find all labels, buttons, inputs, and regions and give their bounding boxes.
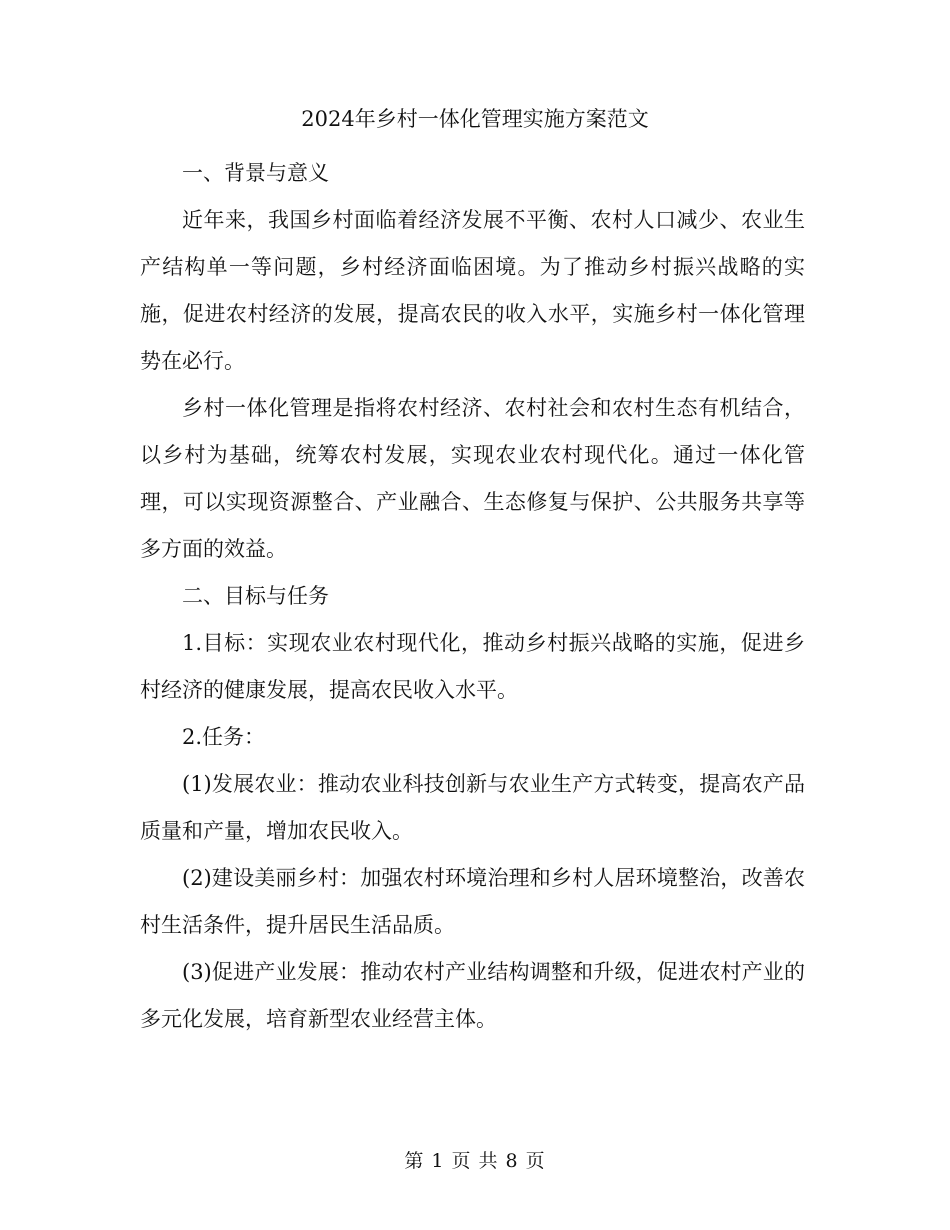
paragraph: 乡村一体化管理是指将农村经济、农村社会和农村生态有机结合，以乡村为基础，统筹农村发展，实现农业农村现代化。通过一体化管理，可以实现资源整合、产业融合、生态修复与保护、公共服务共享等多方面的效益。 <box>140 396 805 561</box>
section-heading-goals: 二、目标与任务 <box>182 584 329 608</box>
paragraph: 1.目标：实现农业农村现代化，推动乡村振兴战略的实施，促进乡村经济的健康发展，提高农民收入水平。 <box>140 631 805 702</box>
section-heading-background: 一、背景与意义 <box>182 161 329 185</box>
paragraph: 2.任务： <box>182 725 266 749</box>
paragraph: (2)建设美丽乡村：加强农村环境治理和乡村人居环境整治，改善农村生活条件，提升居民生活品质。 <box>140 866 805 937</box>
paragraph: (3)促进产业发展：推动农村产业结构调整和升级，促进农村产业的多元化发展，培育新型农业经营主体。 <box>140 960 805 1031</box>
paragraph: (1)发展农业：推动农业科技创新与农业生产方式转变，提高农产品质量和产量，增加农民收入。 <box>140 772 805 843</box>
page-footer: 第 1 页 共 8 页 <box>404 1150 546 1172</box>
document-title: 2024年乡村一体化管理实施方案范文 <box>301 107 649 131</box>
paragraph: 近年来，我国乡村面临着经济发展不平衡、农村人口减少、农业生产结构单一等问题，乡村经济面临困境。为了推动乡村振兴战略的实施，促进农村经济的发展，提高农民的收入水平，实施乡村一体化管理势在必行。 <box>140 208 805 373</box>
document-body <box>140 150 805 1043</box>
